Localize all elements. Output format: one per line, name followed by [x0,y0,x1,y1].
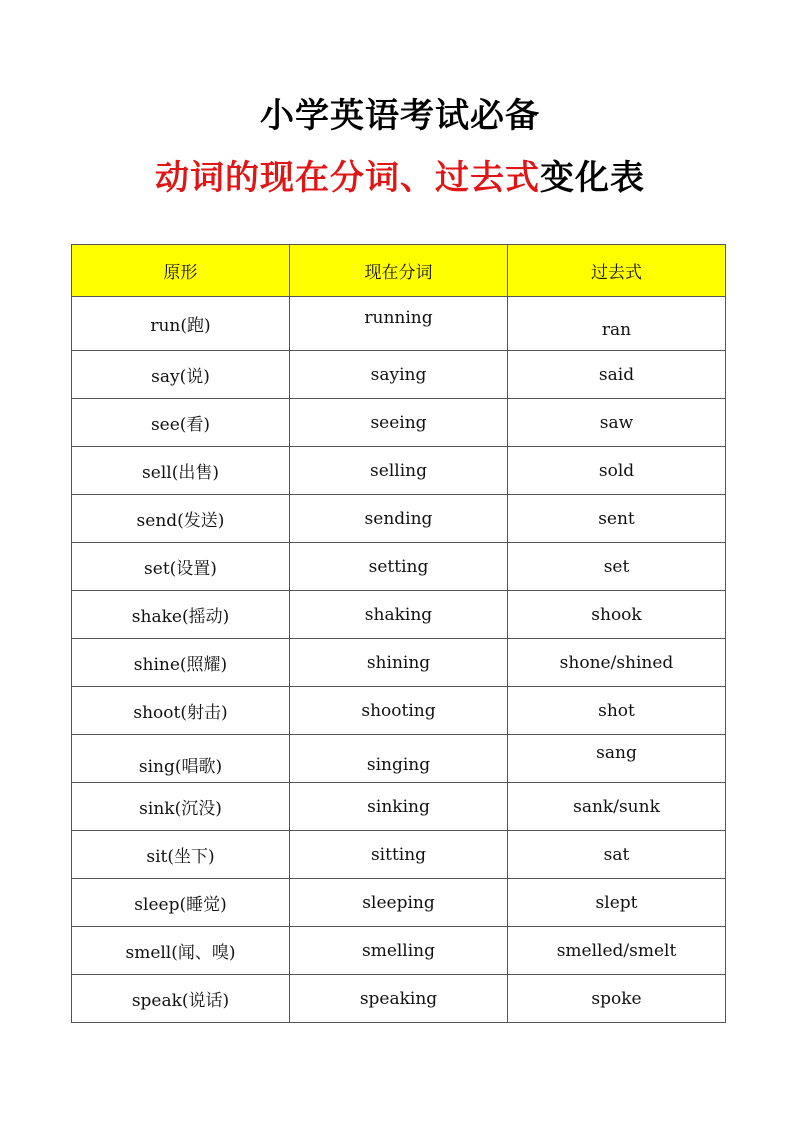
base-form-text: sing(唱歌) [138,757,223,777]
base-form-cell: shine(照耀) [72,639,290,687]
past-cell: shone/shined [508,639,726,687]
base-form-cell: sell(出售) [72,447,290,495]
base-form-cell: speak(说话) [72,975,290,1023]
participle-cell: sleeping [290,879,508,927]
participle-text: running [364,307,433,328]
table-row [72,783,726,831]
participle-cell: sinking [290,783,508,831]
participle-cell: shining [290,639,508,687]
past-cell: set [508,543,726,591]
base-form-cell: see(看) [72,399,290,447]
base-form-cell: shake(摇动) [72,591,290,639]
base-form-cell: sleep(睡觉) [72,879,290,927]
table-row [72,975,726,1023]
participle-cell: seeing [290,399,508,447]
base-form-cell: set(设置) [72,543,290,591]
past-cell: shook [508,591,726,639]
base-form-cell: sink(沉没) [72,783,290,831]
table-row [72,495,726,543]
past-cell [508,297,726,351]
past-cell: saw [508,399,726,447]
participle-cell: smelling [290,927,508,975]
table-row [72,351,726,399]
participle-cell [290,297,508,351]
table-row [72,735,726,783]
past-cell: slept [508,879,726,927]
participle-cell: sitting [290,831,508,879]
base-form-cell: say(说) [72,351,290,399]
past-cell: sat [508,831,726,879]
base-form-cell: smell(闻、嗅) [72,927,290,975]
past-cell: shot [508,687,726,735]
base-form-text: run(跑) [150,316,211,336]
table-row [72,447,726,495]
verb-table [71,244,726,1023]
past-text: sang [596,742,637,763]
participle-cell: shooting [290,687,508,735]
base-form-cell [72,735,290,783]
past-cell: sold [508,447,726,495]
table-row [72,927,726,975]
table-row [72,639,726,687]
participle-cell: saying [290,351,508,399]
table-row [72,591,726,639]
past-cell: sank/sunk [508,783,726,831]
participle-cell: selling [290,447,508,495]
base-form-cell: shoot(射击) [72,687,290,735]
header-present-participle: 现在分词 [290,245,508,297]
participle-cell: sending [290,495,508,543]
page-subtitle [0,150,800,199]
subtitle-red-part: 动词的现在分词、过去式 [155,158,540,198]
page-title: 小学英语考试必备 [260,96,540,136]
header-base-form: 原形 [72,245,290,297]
past-cell: said [508,351,726,399]
table-row [72,831,726,879]
table-row [72,879,726,927]
base-form-cell: send(发送) [72,495,290,543]
participle-cell: setting [290,543,508,591]
past-cell: smelled/smelt [508,927,726,975]
table-row [72,297,726,351]
table-row [72,687,726,735]
past-cell: spoke [508,975,726,1023]
table-header-row [72,245,726,297]
past-cell: sent [508,495,726,543]
past-text: ran [601,319,632,340]
table-row [72,399,726,447]
past-cell [508,735,726,783]
participle-cell: speaking [290,975,508,1023]
table-row [72,543,726,591]
subtitle-black-part: 变化表 [540,158,645,198]
base-form-cell: sit(坐下) [72,831,290,879]
participle-text: singing [366,754,431,775]
base-form-cell [72,297,290,351]
participle-cell [290,735,508,783]
participle-cell: shaking [290,591,508,639]
header-past-tense: 过去式 [508,245,726,297]
